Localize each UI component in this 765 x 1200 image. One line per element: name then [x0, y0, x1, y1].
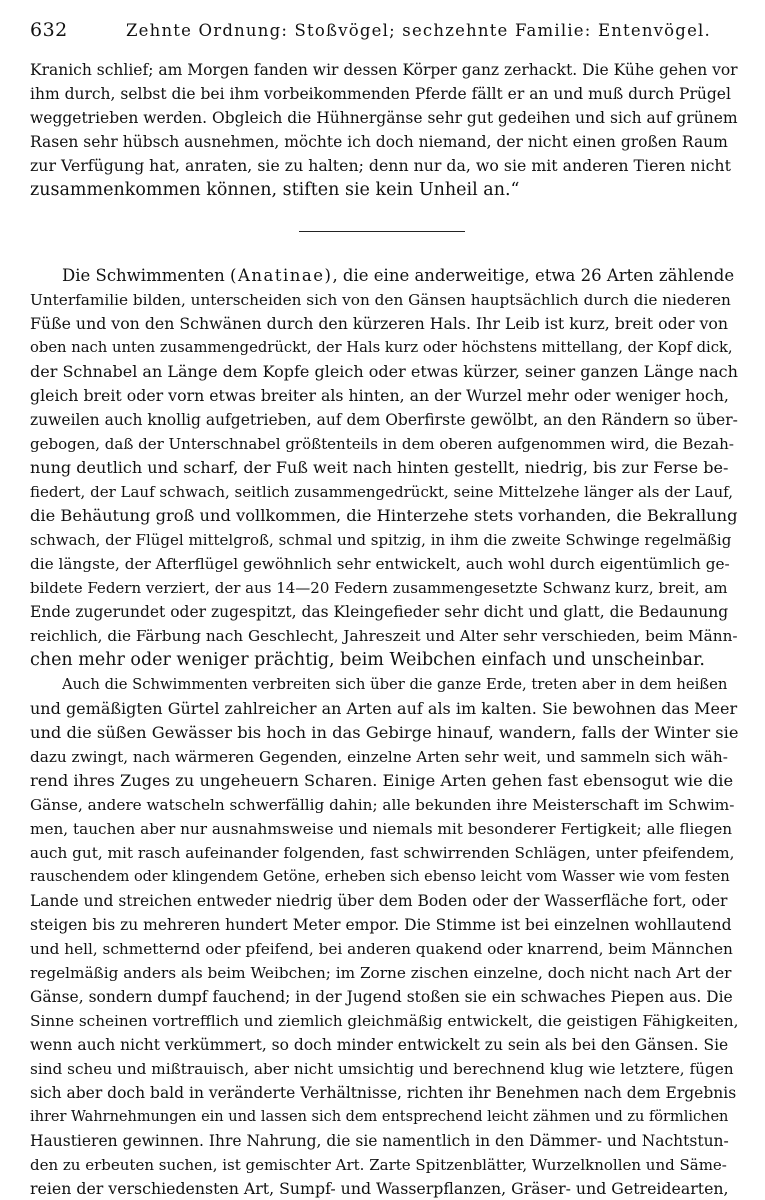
paragraph-line: men, tauchen aber nur ausnahmsweise und niemals mit besonderer Fertigkeit; alle fliegen [30, 820, 733, 838]
section-divider [299, 231, 465, 232]
paragraph-line: gebogen, daß der Unterschnabel größtenteils in dem oberen aufgenommen wird, die Bezah- [30, 435, 734, 453]
paragraph-line: schwach, der Flügel mittelgroß, schmal und spitzig, in ihm die zweite Schwinge regelmäßig [30, 531, 732, 549]
para1-prefix: Die Schwimmenten [62, 266, 231, 285]
paragraph-line: den zu erbeuten suchen, ist gemischter Art. Zarte Spitzenblätter, Wurzelknollen und Säme- [30, 1156, 727, 1174]
paragraph-line: und hell, schmetternd oder pfeifend, bei anderen quakend oder knarrend, beim Männchen [30, 940, 733, 958]
paragraph-line: fiedert, der Lauf schwach, seitlich zusammengedrückt, seine Mittelzehe länger als der Lauf, [30, 483, 733, 501]
paragraph-line: gleich breit oder vorn etwas breiter als hinten, an der Wurzel mehr oder weniger hoch, [30, 386, 729, 405]
quote-line: weggetrieben werden. Obgleich die Hühnergänse sehr gut gedeihen und sich auf grünem [30, 109, 738, 127]
paragraph-line: und die süßen Gewässer bis hoch in das Gebirge hinauf, wandern, falls der Winter sie [30, 723, 738, 742]
paragraph-line: rauschendem oder klingendem Getöne, erheben sich ebenso leicht vom Wasser wie vom festen [30, 869, 730, 885]
paragraph-first-line: Auch die Schwimmenten verbreiten sich über die ganze Erde, treten aber in dem heißen [62, 676, 728, 693]
paragraph-line: ihrer Wahrnehmungen ein und lassen sich dem entsprechend leicht zähmen und zu förmlichen [30, 1109, 729, 1125]
paragraph-line: chen mehr oder weniger prächtig, beim Weibchen einfach und unscheinbar. [30, 650, 705, 670]
paragraph-line: nung deutlich und scharf, der Fuß weit nach hinten gestellt, niedrig, bis zur Ferse be- [30, 458, 729, 477]
quote-line: zur Verfügung hat, anraten, sie zu halten; denn nur da, wo sie mit anderen Tieren nicht [30, 156, 731, 175]
paragraph-line: Gänse, sondern dumpf fauchend; in der Jugend stoßen sie ein schwaches Piepen aus. Die [30, 988, 733, 1006]
paragraph-line: reien der verschiedensten Art, Sumpf- und Wasserpflanzen, Gräser- und Getreidearten, [30, 1179, 729, 1198]
paragraph-line: Unterfamilie bilden, unterscheiden sich von den Gänsen hauptsächlich durch die niederen [30, 291, 731, 309]
paragraph-line: sich aber doch bald in veränderte Verhältnisse, richten ihr Benehmen nach dem Ergebnis [30, 1084, 737, 1102]
paragraph-line: steigen bis zu mehreren hundert Meter empor. Die Stimme ist bei einzelnen wohllautend [30, 916, 732, 934]
taxon-term: (Anatinae) [230, 266, 333, 285]
quote-line: zusammenkommen können, stiften sie kein Unheil an.“ [30, 180, 520, 200]
paragraph-line: sind scheu und mißtrauisch, aber nicht umsichtig und berechnend klug wie letztere, fügen [30, 1060, 734, 1078]
quote-line: ihm durch, selbst die bei ihm vorbeikommenden Pferde fällt er an und muß durch Prügel [30, 85, 731, 103]
paragraph-line: und gemäßigten Gürtel zahlreicher an Arten auf als im kalten. Sie bewohnen das Meer [30, 699, 738, 718]
paragraph-line: der Schnabel an Länge dem Kopfe gleich oder etwas kürzer, seiner ganzen Länge nach [30, 362, 738, 381]
quote-line: Rasen sehr hübsch ausnehmen, möchte ich doch niemand, der nicht einen großen Raum [30, 133, 728, 151]
paragraph-line: die längste, der Afterflügel gewöhnlich sehr entwickelt, auch wohl durch eigentümlich ge- [30, 555, 730, 573]
paragraph-line: Lande und streichen entweder niedrig über dem Boden oder der Wasserfläche fort, oder [30, 892, 728, 910]
paragraph-line: reichlich, die Färbung nach Geschlecht, Jahreszeit und Alter sehr verschieden, beim Männ- [30, 627, 738, 645]
paragraph-line: zuweilen auch knollig aufgetrieben, auf dem Oberfirste gewölbt, an den Rändern so über- [30, 411, 738, 429]
paragraph-line: Füße und von den Schwänen durch den kürzeren Hals. Ihr Leib ist kurz, breit oder von [30, 314, 729, 333]
paragraph-line: die Behäutung groß und vollkommen, die Hinterzehe stets vorhanden, die Bekrallung [30, 506, 738, 525]
paragraph-line: auch gut, mit rasch aufeinander folgenden, fast schwirrenden Schlägen, unter pfeifendem, [30, 844, 735, 862]
paragraph-line: Gänse, andere watscheln schwerfällig dahin; alle bekunden ihre Meisterschaft im Schwim- [30, 796, 735, 814]
quote-line: Kranich schlief; am Morgen fanden wir dessen Körper ganz zerhackt. Die Kühe gehen vor [30, 61, 738, 79]
paragraph-line: wenn auch nicht verkümmert, so doch minder entwickelt zu sein als bei den Gänsen. Sie [30, 1036, 729, 1054]
page-number: 632 [30, 19, 68, 41]
running-head: Zehnte Ordnung: Stoßvögel; sechzehnte Familie: Entenvögel. [126, 21, 711, 40]
page-header [30, 19, 738, 47]
paragraph-line: bildete Federn verziert, der aus 14—20 Federn zusammengesetzte Schwanz kurz, breit, am [30, 579, 728, 597]
paragraph-first-line [62, 264, 738, 288]
paragraph-line: regelmäßig anders als beim Weibchen; im Zorne zischen einzelne, doch nicht nach Art der [30, 964, 732, 982]
paragraph-line: oben nach unten zusammengedrückt, der Hals kurz oder höchstens mittellang, der Kopf dick, [30, 339, 733, 356]
paragraph-line: Ende zugerundet oder zugespitzt, das Kleingefieder sehr dicht und glatt, die Bedaunung [30, 603, 729, 621]
paragraph-line: Sinne scheinen vortrefflich und ziemlich gleichmäßig entwickelt, die geistigen Fähigkeiten, [30, 1012, 738, 1030]
paragraph-line: Haustieren gewinnen. Ihre Nahrung, die sie namentlich in den Dämmer- und Nachtstun- [30, 1132, 729, 1150]
paragraph-line: dazu zwingt, nach wärmeren Gegenden, einzelne Arten sehr weit, und sammeln sich wäh- [30, 748, 728, 766]
para1-rest: , die eine anderweitige, etwa 26 Arten zählende [332, 266, 735, 285]
paragraph-line: rend ihres Zuges zu ungeheuern Scharen. Einige Arten gehen fast ebensogut wie die [30, 771, 734, 790]
